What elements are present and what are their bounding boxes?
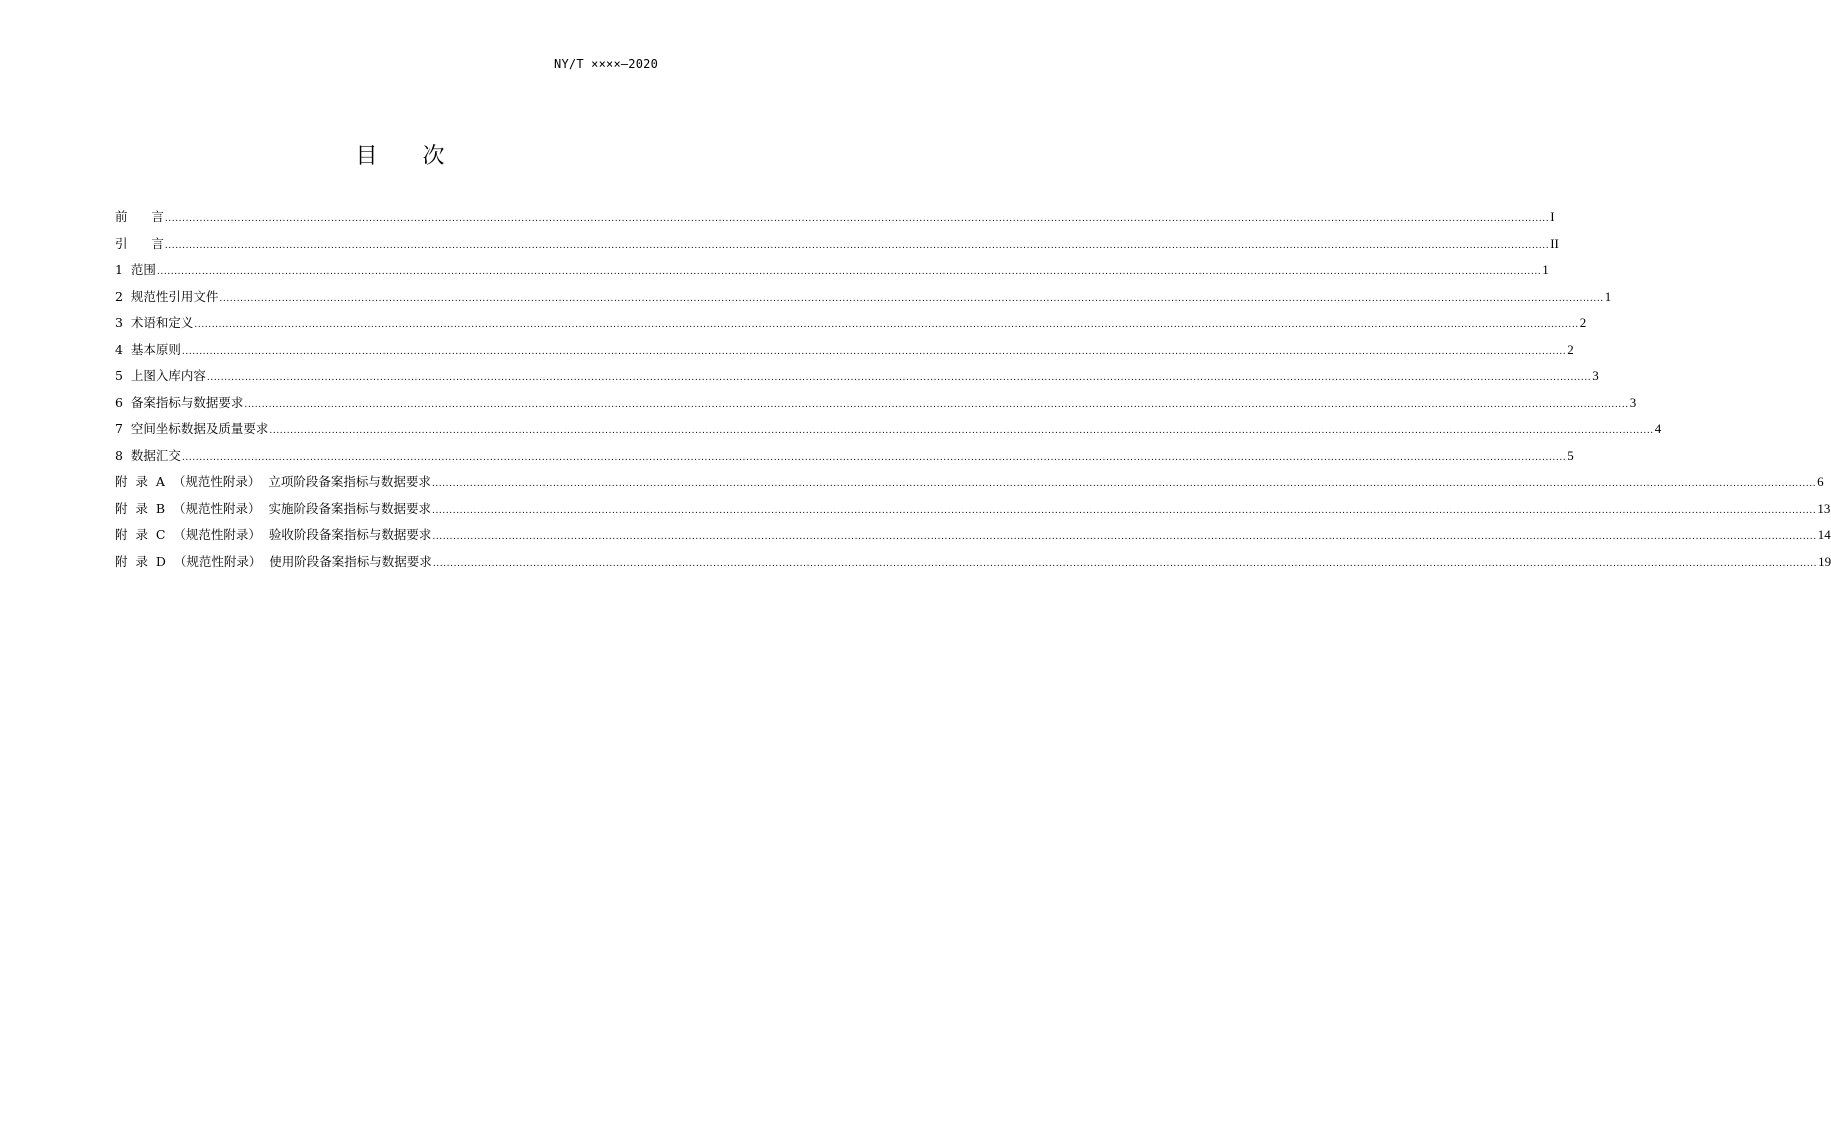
toc-entry-page: 1 — [1604, 288, 1612, 304]
toc-entry-mapping-content[interactable] — [115, 363, 1599, 390]
toc-entry-page: 13 — [1817, 500, 1831, 516]
toc-entry-label: 1 范围 — [115, 262, 156, 277]
toc-entry-appendix-c[interactable] — [115, 522, 1831, 549]
toc-dot-leader: ................................................................................................................................................................................................................................................................................................................................................................................................................ — [164, 240, 1550, 251]
toc-dot-leader: ................................................................................................................................................................................................................................................................................................................................................................................................................ — [431, 505, 1817, 516]
toc-entry-label: 前 言 — [115, 209, 164, 224]
toc-dot-leader: ................................................................................................................................................................................................................................................................................................................................................................................................................ — [432, 558, 1818, 569]
toc-dot-leader: ................................................................................................................................................................................................................................................................................................................................................................................................................ — [432, 532, 1817, 542]
toc-entry-page: 6 — [1817, 474, 1824, 489]
toc-entry-label: 2 规范性引用文件 — [115, 288, 219, 304]
toc-entry-label: 附 录 B （规范性附录） 实施阶段备案指标与数据要求 — [115, 500, 431, 516]
toc-entry-normative-references[interactable] — [115, 284, 1612, 311]
toc-entry-page: 14 — [1817, 527, 1831, 542]
toc-entry-appendix-a[interactable] — [115, 469, 1824, 496]
toc-entry-page: 2 — [1579, 315, 1587, 330]
toc-entry-page: II — [1550, 235, 1559, 251]
toc-entry-label: 7 空间坐标数据及质量要求 — [115, 421, 269, 436]
toc-dot-leader: ................................................................................................................................................................................................................................................................................................................................................................................................................ — [219, 293, 1604, 304]
toc-entry-label: 5 上图入库内容 — [115, 368, 206, 383]
toc-dot-leader: ................................................................................................................................................................................................................................................................................................................................................................................................................ — [181, 452, 1567, 463]
toc-dot-leader: ................................................................................................................................................................................................................................................................................................................................................................................................................ — [206, 373, 1592, 383]
toc-dot-leader: ................................................................................................................................................................................................................................................................................................................................................................................................................ — [269, 426, 1654, 436]
toc-entry-spatial-coordinates[interactable] — [115, 416, 1662, 443]
toc-entry-label: 引 言 — [115, 235, 164, 251]
toc-dot-leader: ................................................................................................................................................................................................................................................................................................................................................................................................................ — [156, 267, 1542, 277]
toc-dot-leader: ................................................................................................................................................................................................................................................................................................................................................................................................................ — [431, 479, 1817, 489]
toc-entry-page: I — [1550, 209, 1555, 224]
toc-entry-label: 8 数据汇交 — [115, 447, 181, 463]
toc-entry-page: 19 — [1818, 553, 1831, 569]
toc-entry-label: 附 录 A （规范性附录） 立项阶段备案指标与数据要求 — [115, 474, 431, 489]
toc-entry-page: 1 — [1542, 262, 1549, 277]
toc-entry-filing-indicators[interactable] — [115, 390, 1637, 417]
toc-title: 目 次 — [355, 144, 445, 169]
toc-entry-page: 3 — [1629, 394, 1637, 410]
toc-entry-terms-definitions[interactable] — [115, 310, 1587, 337]
toc-entry-foreword[interactable] — [115, 204, 1555, 231]
toc-entry-data-submission[interactable] — [115, 443, 1574, 470]
toc-dot-leader: ................................................................................................................................................................................................................................................................................................................................................................................................................ — [194, 320, 1579, 330]
toc-dot-leader: ................................................................................................................................................................................................................................................................................................................................................................................................................ — [181, 346, 1567, 357]
toc-entry-page: 4 — [1654, 421, 1662, 436]
toc-entry-basic-principles[interactable] — [115, 337, 1574, 364]
toc-entry-introduction[interactable] — [115, 231, 1559, 258]
toc-entry-page: 3 — [1592, 368, 1599, 383]
page-header-standard-code: NY/T ××××—2020 — [554, 57, 658, 71]
toc-entry-appendix-d[interactable] — [115, 549, 1831, 576]
toc-entry-scope[interactable] — [115, 257, 1549, 284]
toc-entry-label: 4 基本原则 — [115, 341, 181, 357]
toc-entry-label: 3 术语和定义 — [115, 315, 194, 330]
toc-entry-page: 2 — [1567, 341, 1574, 357]
toc-entry-label: 6 备案指标与数据要求 — [115, 394, 244, 410]
toc-entry-page: 5 — [1567, 447, 1574, 463]
toc-entry-appendix-b[interactable] — [115, 496, 1831, 523]
table-of-contents — [115, 204, 1831, 575]
toc-entry-label: 附 录 D （规范性附录） 使用阶段备案指标与数据要求 — [115, 553, 432, 569]
toc-dot-leader: ................................................................................................................................................................................................................................................................................................................................................................................................................ — [164, 214, 1550, 224]
toc-dot-leader: ................................................................................................................................................................................................................................................................................................................................................................................................................ — [244, 399, 1629, 410]
toc-entry-label: 附 录 C （规范性附录） 验收阶段备案指标与数据要求 — [115, 527, 432, 542]
